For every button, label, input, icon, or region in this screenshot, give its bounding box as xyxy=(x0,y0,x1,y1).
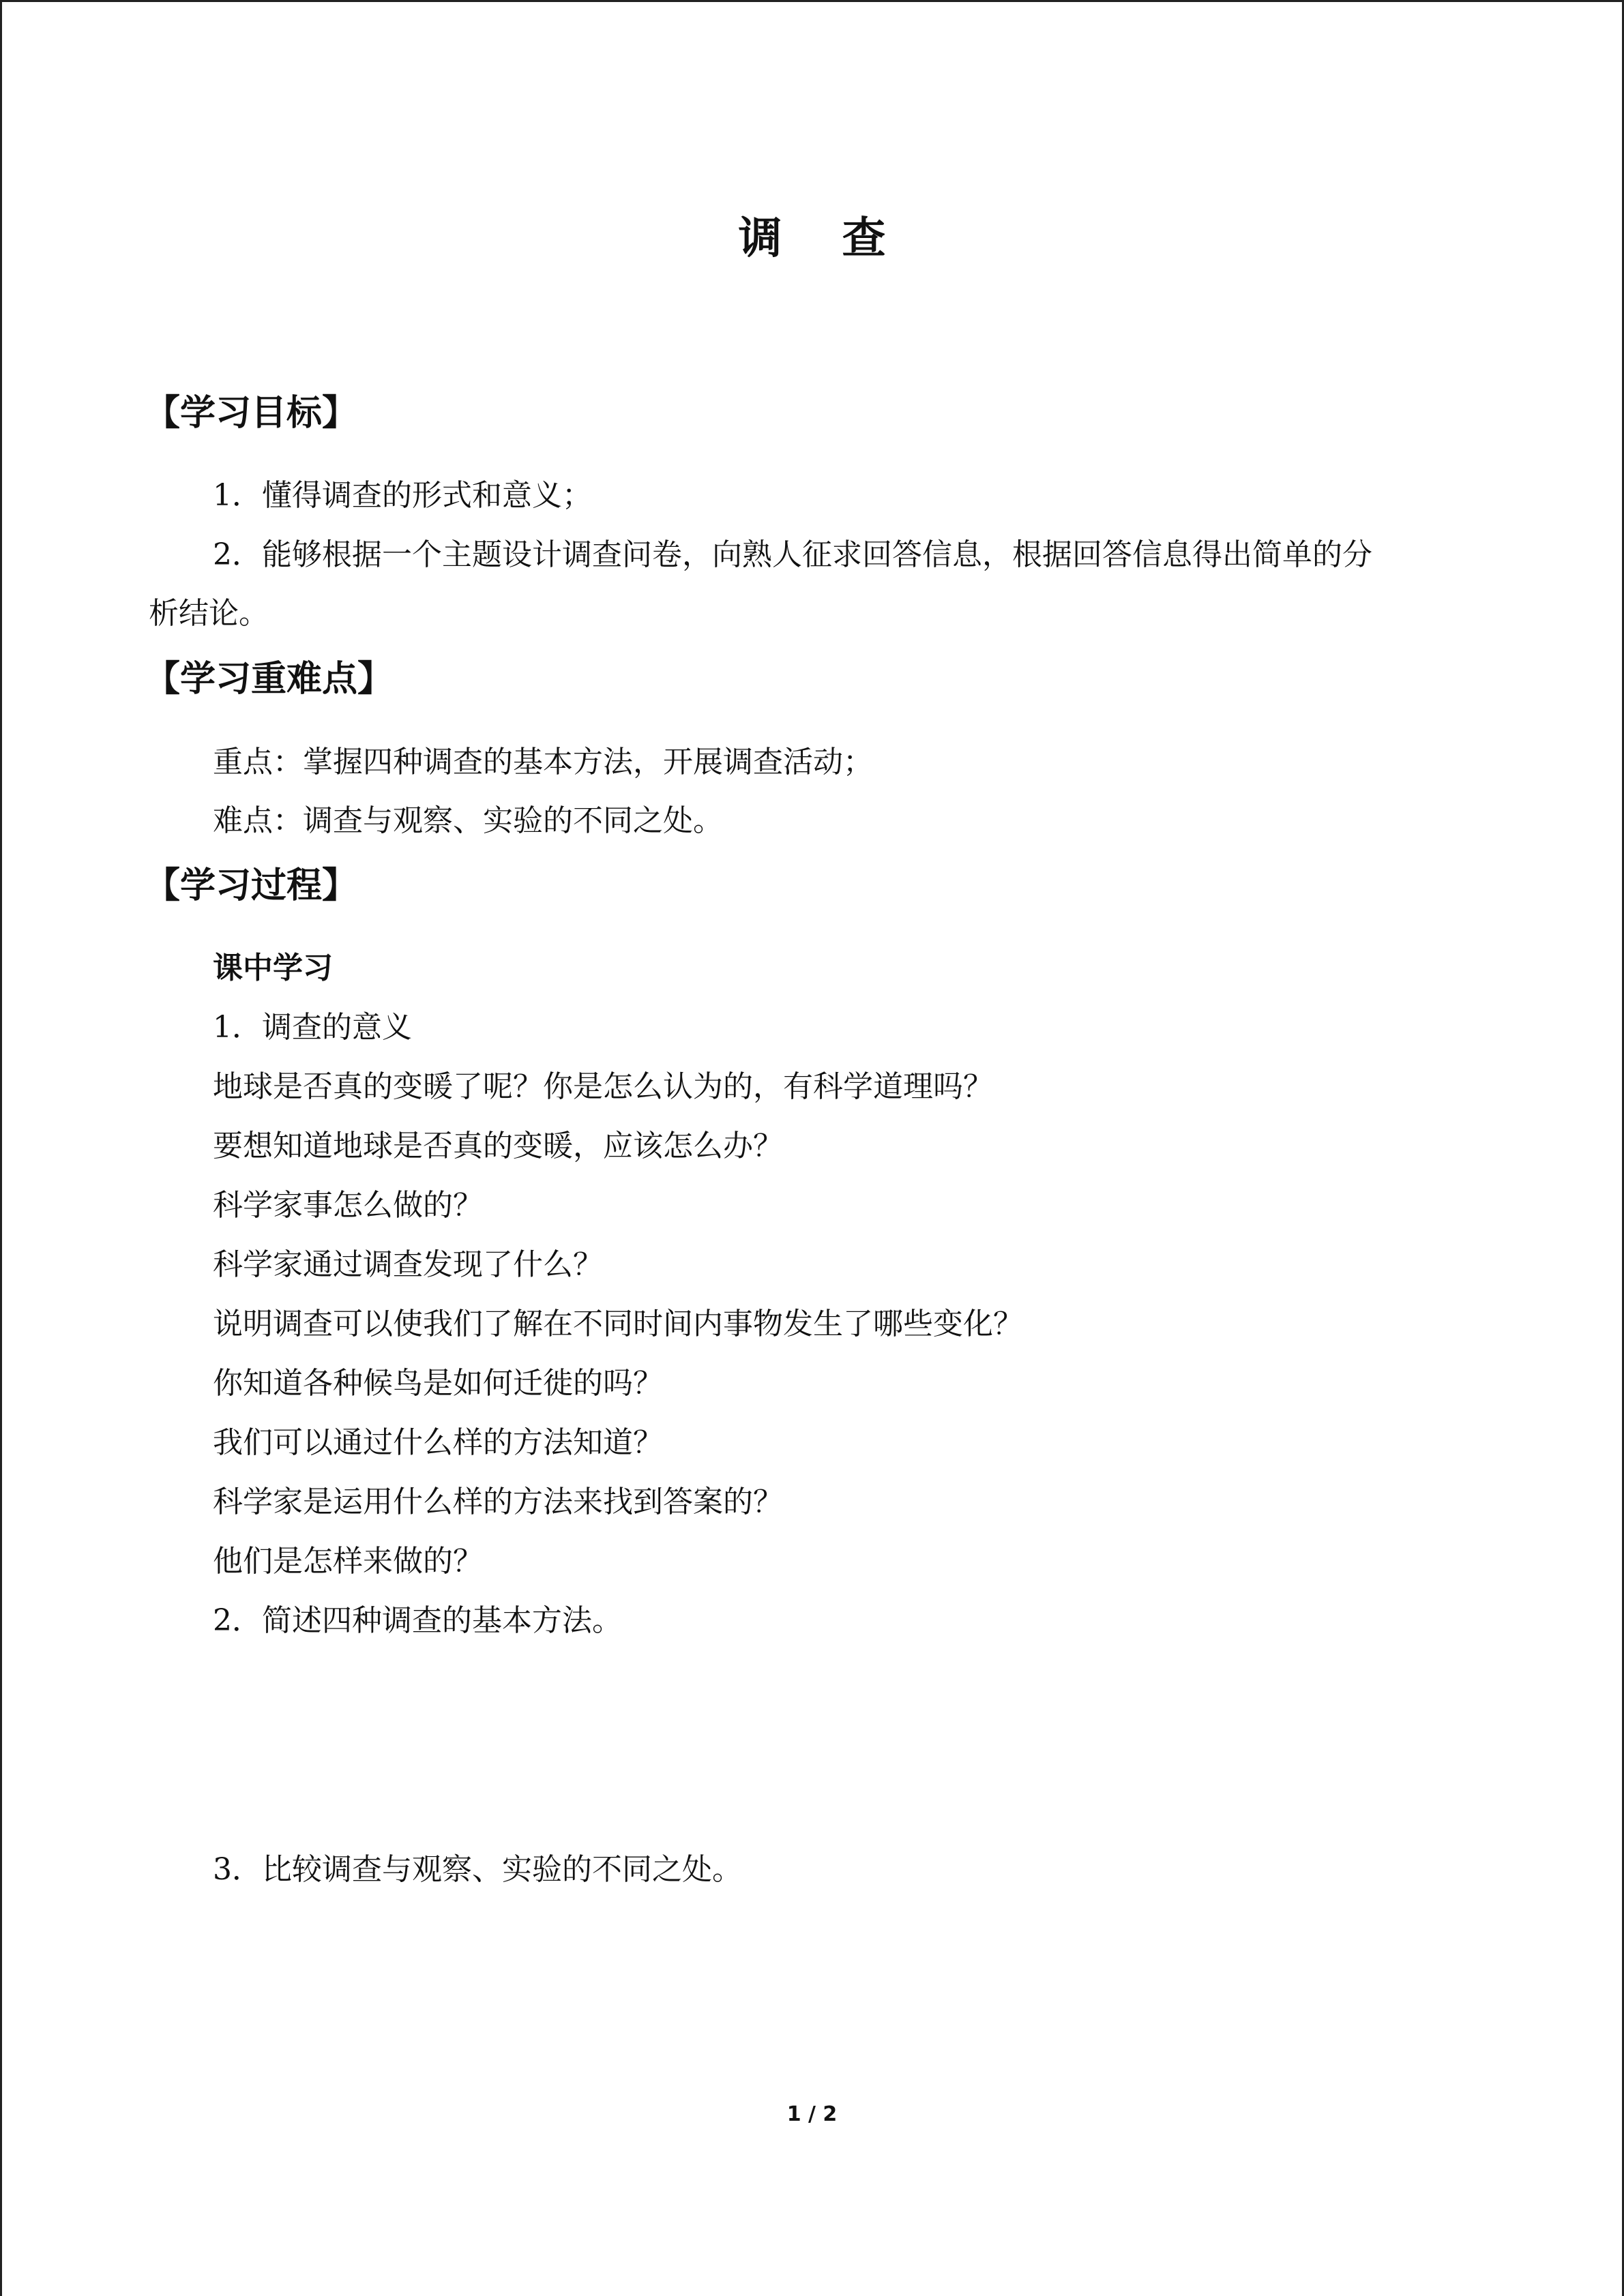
page-border-left xyxy=(0,0,2,2296)
process-line: 科学家通过调查发现了什么？ xyxy=(213,1247,603,1282)
process-line: 你知道各种候鸟是如何迁徙的吗？ xyxy=(213,1366,663,1401)
process-line: 我们可以通过什么样的方法知道？ xyxy=(213,1425,663,1460)
objectives-heading: 【学习目标】 xyxy=(145,393,358,434)
difficulty-text: 难点：调查与观察、实验的不同之处。 xyxy=(213,803,723,838)
objective-item-2-line-2: 析结论。 xyxy=(149,596,269,631)
title-char-2: 查 xyxy=(842,213,886,264)
process-subheading: 课中学习 xyxy=(213,951,333,985)
process-line: 1．调查的意义 xyxy=(213,1010,412,1045)
objective-item-2-line-1: 2．能够根据一个主题设计调查问卷，向熟人征求回答信息，根据回答信息得出简单的分 xyxy=(213,537,1372,572)
process-line: 2．简述四种调查的基本方法。 xyxy=(213,1603,622,1638)
process-line: 科学家是运用什么样的方法来找到答案的？ xyxy=(213,1485,783,1519)
page-border-top xyxy=(0,0,1624,2)
objective-item-1: 1．懂得调查的形式和意义； xyxy=(213,478,592,513)
focus-text: 重点：掌握四种调查的基本方法，开展调查活动； xyxy=(213,745,873,779)
page-title xyxy=(0,208,1624,269)
process-line: 他们是怎样来做的？ xyxy=(213,1544,483,1579)
process-line: 要想知道地球是否真的变暖，应该怎么办？ xyxy=(213,1129,783,1163)
process-line: 地球是否真的变暖了呢？你是怎么认为的，有科学道理吗？ xyxy=(213,1069,993,1104)
process-line: 科学家事怎么做的？ xyxy=(213,1188,483,1223)
page-number: 1 / 2 xyxy=(786,2102,838,2126)
key-points-heading: 【学习重难点】 xyxy=(145,659,394,700)
process-heading: 【学习过程】 xyxy=(145,865,358,906)
question-3: 3．比较调查与观察、实验的不同之处。 xyxy=(213,1852,742,1887)
title-char-1: 调 xyxy=(738,213,782,264)
process-line: 说明调查可以使我们了解在不同时间内事物发生了哪些变化？ xyxy=(213,1307,1023,1341)
